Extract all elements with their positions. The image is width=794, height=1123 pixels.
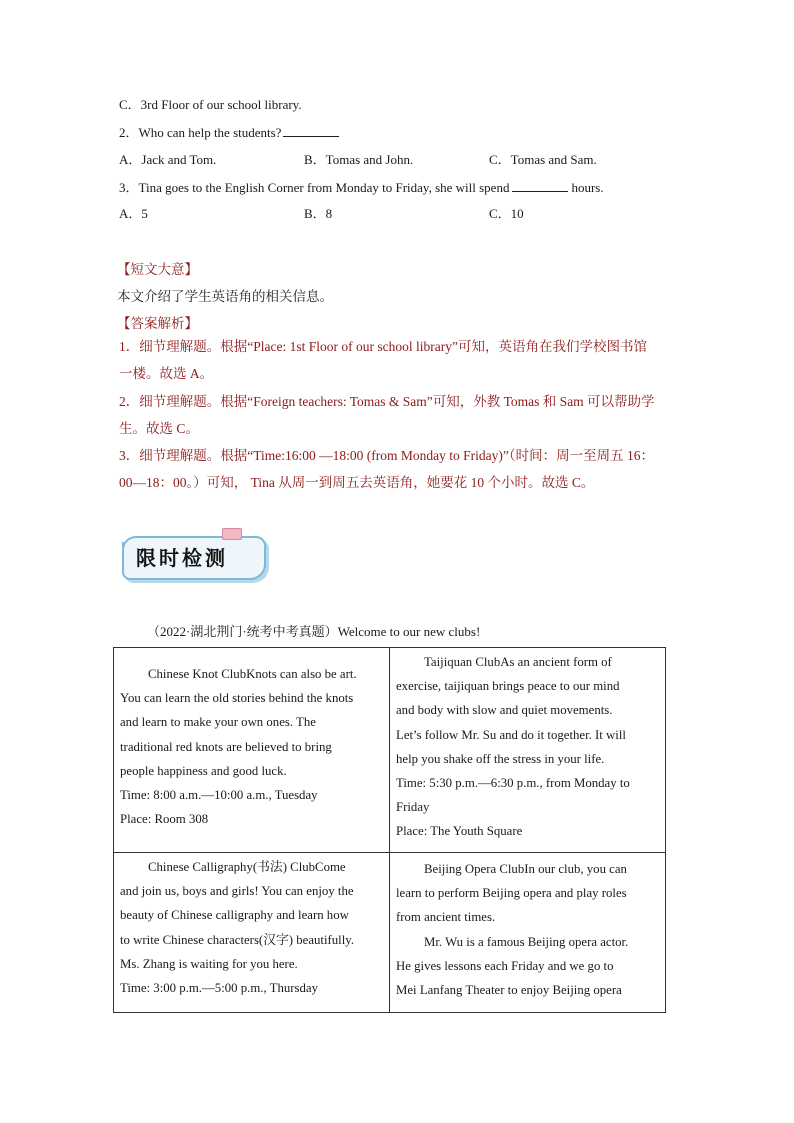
question-3-option-a: A．5 bbox=[119, 206, 148, 221]
table-divider bbox=[389, 648, 390, 1012]
cell-line: and body with slow and quiet movements. bbox=[396, 703, 613, 718]
cell-line: and learn to make your own ones. The bbox=[120, 715, 316, 730]
cell-line: Friday bbox=[396, 800, 430, 815]
question-2-option-a: A．Jack and Tom. bbox=[119, 152, 217, 167]
question-3-option-b: B．8 bbox=[304, 206, 333, 221]
cell-line: Let’s follow Mr. Su and do it together. It will bbox=[396, 727, 626, 742]
summary-text: 本文介绍了学生英语角的相关信息。 bbox=[117, 289, 333, 305]
question-2-text: 2．Who can help the students? bbox=[119, 125, 282, 140]
banner-decoration bbox=[122, 542, 128, 570]
question-3-text: 3．Tina goes to the English Corner from Monday to Friday, she will spend bbox=[119, 180, 510, 195]
analysis-line: 1．细节理解题。根据“Place: 1st Floor of our school library”可知，英语角在我们学校图书馆 bbox=[119, 339, 647, 354]
passage-intro: （2022·湖北荆门·统考中考真题）Welcome to our new clubs! bbox=[147, 624, 481, 639]
analysis-line: 00—18：00。）可知， Tina 从周一到周五去英语角，她要花 10 个小时。故选 C。 bbox=[119, 475, 595, 490]
answer-blank bbox=[283, 124, 339, 137]
cell-line: Mr. Wu is a famous Beijing opera actor. bbox=[424, 934, 629, 949]
table-divider bbox=[114, 852, 665, 853]
cell-line: Time: 3:00 p.m.—5:00 p.m., Thursday bbox=[120, 981, 319, 996]
question-3-stem bbox=[119, 179, 604, 196]
cell-line: from ancient times. bbox=[396, 910, 496, 925]
cell-line: Mei Lanfang Theater to enjoy Beijing opera bbox=[396, 983, 622, 998]
cell-line: to write Chinese characters(汉字) beautifully. bbox=[120, 932, 355, 947]
cell-line: Chinese Calligraphy(书法) ClubCome bbox=[148, 860, 346, 874]
club-cell-chinese-knot bbox=[120, 662, 357, 831]
answer-blank bbox=[512, 179, 568, 192]
cell-line: Ms. Zhang is waiting for you here. bbox=[120, 956, 298, 971]
club-cell-taijiquan bbox=[396, 650, 630, 844]
analysis-line: 2．细节理解题。根据“Foreign teachers: Tomas & Sam”可知，外教 Tomas 和 Sam 可以帮助学 bbox=[119, 394, 655, 409]
cell-line: Taijiquan ClubAs an ancient form of bbox=[424, 655, 612, 669]
cell-line: help you shake off the stress in your life. bbox=[396, 751, 605, 766]
cell-line: Chinese Knot ClubKnots can also be art. bbox=[148, 667, 357, 681]
analysis-line: 3．细节理解题。根据“Time:16:00 —18:00 (from Monday to Friday)”（时间：周一至周五 16： bbox=[119, 448, 654, 463]
cell-line: Beijing Opera ClubIn our club, you can bbox=[424, 862, 627, 876]
analysis-line: 一楼。故选 A。 bbox=[119, 366, 214, 381]
cell-line: Place: The Youth Square bbox=[396, 824, 523, 839]
analysis-line: 生。故选 C。 bbox=[119, 421, 199, 436]
question-3-option-c: C．10 bbox=[489, 206, 524, 221]
cell-line: traditional red knots are believed to bring bbox=[120, 739, 332, 754]
cell-line: learn to perform Beijing opera and play roles bbox=[396, 886, 627, 901]
cell-line: exercise, taijiquan brings peace to our mind bbox=[396, 679, 620, 694]
question-3-text-end: hours. bbox=[571, 180, 604, 195]
clubs-table bbox=[113, 647, 666, 1013]
cell-line: Place: Room 308 bbox=[120, 812, 209, 827]
banner-title: 限时检测 bbox=[136, 546, 228, 570]
section-banner bbox=[118, 528, 268, 584]
cell-line: He gives lessons each Friday and we go to bbox=[396, 958, 614, 973]
question-1-option-c: C．3rd Floor of our school library. bbox=[119, 97, 302, 112]
question-2-option-c: C．Tomas and Sam. bbox=[489, 152, 597, 167]
club-cell-beijing-opera bbox=[396, 857, 628, 1002]
banner-clip-icon bbox=[222, 528, 242, 540]
cell-line: Time: 8:00 a.m.—10:00 a.m., Tuesday bbox=[120, 788, 318, 803]
cell-line: beauty of Chinese calligraphy and learn how bbox=[120, 908, 349, 923]
question-2-option-b: B．Tomas and John. bbox=[304, 152, 414, 167]
question-2-stem bbox=[119, 124, 339, 141]
summary-heading: 【短文大意】 bbox=[117, 262, 198, 278]
cell-line: You can learn the old stories behind the knots bbox=[120, 691, 354, 706]
cell-line: people happiness and good luck. bbox=[120, 763, 287, 778]
cell-line: Time: 5:30 p.m.—6:30 p.m., from Monday to bbox=[396, 776, 630, 791]
analysis-heading: 【答案解析】 bbox=[117, 316, 198, 332]
club-cell-calligraphy bbox=[120, 855, 354, 1000]
cell-line: and join us, boys and girls! You can enjoy the bbox=[120, 884, 354, 899]
